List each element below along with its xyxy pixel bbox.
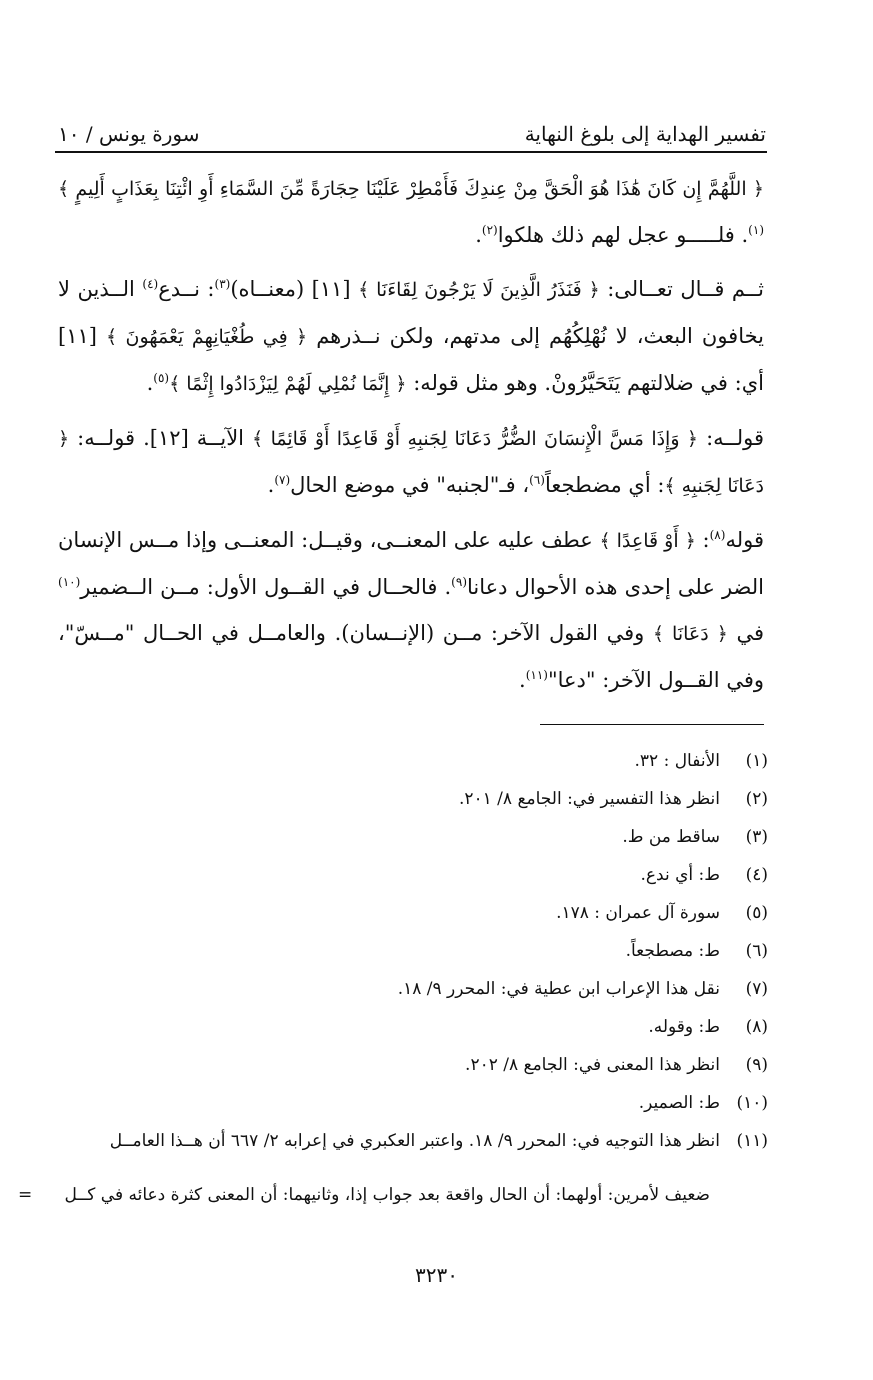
footnote-number: (٢) — [745, 789, 768, 809]
text-segment: . — [475, 223, 482, 247]
footnote-number: (٩) — [745, 1055, 768, 1075]
footnote-text: نقل هذا الإعراب ابن عطية في: المحرر ٩/ ١٨. — [397, 979, 720, 999]
footnotes — [40, 748, 770, 1166]
footnote — [40, 1052, 770, 1090]
paragraph — [58, 415, 764, 509]
quran-verse: ﴿ اللَّهُمَّ إِن كَانَ هَٰذَا هُوَ الْحَقَّ مِنْ عِندِكَ فَأَمْطِرْ عَلَيْنَا حِجَارَةً مِّنَ السَّمَاءِ أَوِ ائْتِنَا بِعَذَابٍ أَلِيمٍ ﴾ — [58, 178, 764, 200]
quran-verse: ﴿ دَعَانَا لِجَنبِهِ ﴾ — [58, 428, 764, 497]
quran-verse: ﴿ أَوْ قَاعِدًا ﴾ — [599, 530, 696, 552]
running-header — [58, 110, 766, 146]
footnote-ref: (١١) — [525, 668, 548, 682]
footnote — [40, 938, 770, 976]
text-segment: ، فـ"لجنبه" في موضع الحال — [290, 473, 530, 497]
footnote-text: ساقط من ط. — [622, 827, 720, 847]
text-segment: . — [267, 473, 275, 497]
text-segment: [١١] أي: في ضلالتهم يَتَحَيَّرُونْ. وهو مثل قوله: — [58, 324, 764, 395]
footnote-text: ط: أي ندع. — [640, 865, 720, 885]
footnote — [40, 900, 770, 938]
text-segment: قوله — [725, 528, 764, 552]
continuation-mark: = — [18, 1185, 33, 1205]
footnote — [40, 1128, 770, 1166]
paragraph — [58, 266, 764, 407]
footnote — [40, 786, 770, 824]
footnote — [40, 824, 770, 862]
footnote-text: ط: الصمير. — [638, 1093, 720, 1113]
footnote-number: (٥) — [745, 903, 768, 923]
footnote-ref: (٤) — [142, 277, 159, 291]
text-segment: الآيــة [١٢]. قولــه: — [69, 426, 253, 450]
footnote-text: انظر هذا التفسير في: الجامع ٨/ ٢٠١. — [458, 789, 720, 809]
paragraph — [58, 517, 764, 703]
footnote — [40, 1014, 770, 1052]
footnote-text: ط: وقوله. — [648, 1017, 720, 1037]
footnote-number: (٧) — [745, 979, 768, 999]
footnote-ref: (٧) — [274, 473, 291, 487]
footnote-text: الأنفال : ٣٢. — [634, 751, 720, 771]
quran-verse: ﴿ وَإِذَا مَسَّ الْإِنسَانَ الضُّرُّ دَعَانَا لِجَنبِهِ أَوْ قَاعِدًا أَوْ قَائِمًا ﴾ — [252, 428, 699, 450]
footnote-ref: (٩) — [451, 575, 467, 589]
footnote-ref: (٥) — [153, 371, 170, 385]
footnote-text: سورة آل عمران : ١٧٨. — [556, 903, 720, 923]
quran-verse: ﴿ دَعَانَا ﴾ — [652, 623, 728, 645]
footnote — [40, 862, 770, 900]
footnote-ref: (١٠) — [58, 575, 81, 589]
text-segment: . فلـــــو عجل لهم ذلك هلكوا — [497, 223, 749, 247]
quran-verse: ﴿ إِنَّمَا نُمْلِي لَهُمْ لِيَزْدَادُوا إِثْمًا ﴾ — [169, 373, 407, 395]
footnote — [40, 976, 770, 1014]
page-number: ٣٢٣٠ — [415, 1263, 458, 1287]
text-segment: في — [727, 621, 765, 645]
footnote-text: ط: مصطجعاً. — [625, 941, 720, 961]
text-segment: . فالحــال في القــول الأول: مــن الــضمير — [80, 575, 452, 599]
footnote-ref: (٦) — [529, 473, 545, 487]
footnote-number: (٨) — [745, 1017, 768, 1037]
footnote-number: (٦) — [745, 941, 768, 961]
quran-verse: ﴿ فِي طُغْيَانِهِمْ يَعْمَهُونَ ﴾ — [105, 326, 308, 348]
footnote-ref: (٣) — [214, 277, 231, 291]
text-segment: : نــدع — [158, 277, 215, 301]
text-segment: : أي مضطجعاً — [544, 473, 665, 497]
footnote-ref: (١) — [748, 223, 764, 237]
text-segment: وفي القول الآخر: مــن (الإنــسان). والعامــل في الحــال "مــسّ"، وفي القــول الآخر: "دعا" — [58, 621, 764, 692]
main-text — [58, 165, 764, 711]
footnote-ref: (٢) — [481, 223, 498, 237]
header-rule — [55, 151, 767, 153]
footnote — [40, 748, 770, 786]
footnote-number: (٣) — [745, 827, 768, 847]
text-segment: ثــم قــال تعــالى: — [599, 277, 765, 301]
footnote-number: (٤) — [745, 865, 768, 885]
footnote-separator — [540, 724, 764, 725]
surah-reference: سورة يونس / ١٠ — [58, 122, 200, 146]
text-segment: عطف عليه على المعنــى، وقيــل: المعنــى وإذا مــس الإنسان الضر على إحدى هذه الأحوال دعانا — [58, 528, 764, 599]
footnote-number: (١٠) — [736, 1093, 768, 1113]
text-segment: . — [519, 668, 526, 692]
text-segment: قولــه: — [698, 426, 765, 450]
text-segment: : — [695, 528, 710, 552]
footnote-number: (١١) — [736, 1131, 768, 1151]
footnote-text: انظر هذا المعنى في: الجامع ٨/ ٢٠٢. — [465, 1055, 720, 1075]
text-segment: . — [146, 371, 154, 395]
paragraph — [58, 165, 764, 258]
footnote-text: انظر هذا التوجيه في: المحرر ٩/ ١٨. واعتبر العكبري في إعرابه ٢/ ٦٦٧ أن هــذا العامــل — [109, 1131, 720, 1151]
book-title: تفسير الهداية إلى بلوغ النهاية — [524, 122, 766, 146]
footnote-continuation: ضعيف لأمرين: أولهما: أن الحال واقعة بعد جواب إذا، وثانيهما: أن المعنى كثرة دعائه في كــل — [64, 1185, 710, 1205]
footnote — [40, 1090, 770, 1128]
text-segment: [١١] (معنــاه) — [230, 277, 359, 301]
footnote-ref: (٨) — [709, 528, 726, 542]
text-segment: الــذين لا يخافون البعث، لا نُهْلِكُهُم إلى مدتهم، ولكن نــذرهم — [58, 277, 765, 348]
footnote-number: (١) — [745, 751, 768, 771]
quran-verse: ﴿ فَنَذَرُ الَّذِينَ لَا يَرْجُونَ لِقَاءَنَا ﴾ — [358, 279, 600, 301]
